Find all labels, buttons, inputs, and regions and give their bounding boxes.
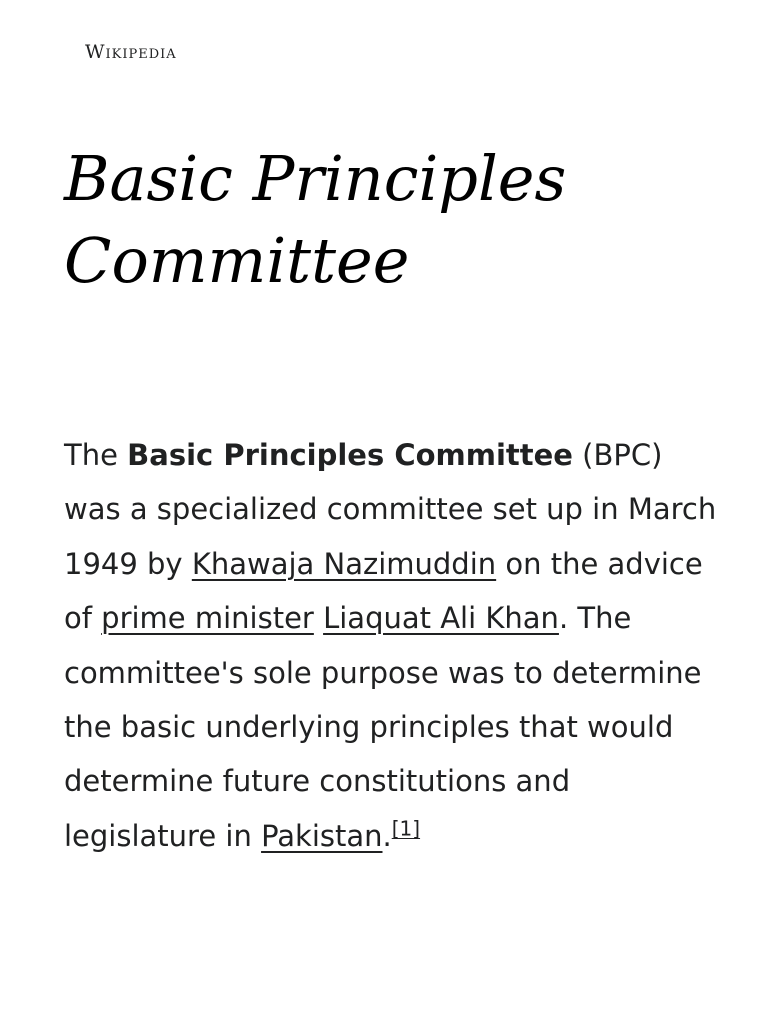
- lead-text-5: .: [382, 818, 392, 853]
- page-title-line-1: Basic Principles: [64, 142, 567, 215]
- page-title: [64, 138, 724, 302]
- lead-text-intro: The: [64, 438, 128, 472]
- link-pakistan[interactable]: Pakistan: [261, 818, 383, 853]
- link-khawaja-nazimuddin[interactable]: Khawaja Nazimuddin: [191, 546, 497, 581]
- header: [85, 36, 177, 68]
- lead-text-4: . The committee's sole purpose was to determine the basic underlying principles that would determine future constitutions and legislature in: [64, 601, 702, 853]
- lead-text-3: [314, 601, 323, 635]
- lead-subject-bold: Basic Principles Committee: [127, 438, 573, 472]
- page-title-line-2: Committee: [64, 224, 410, 297]
- link-prime-minister[interactable]: prime minister: [101, 601, 314, 636]
- citation-superscript: [392, 816, 420, 840]
- lead-text-1: (BPC) was a specialized committee set up in March 1949 by: [64, 438, 717, 581]
- lead-paragraph: [64, 428, 724, 863]
- wikipedia-wordmark[interactable]: Wikipedia: [85, 41, 177, 63]
- lead-text-2: on the advice of: [64, 546, 703, 636]
- link-liaquat-ali-khan[interactable]: Liaquat Ali Khan: [323, 601, 559, 636]
- citation-link-1[interactable]: [1]: [391, 816, 421, 841]
